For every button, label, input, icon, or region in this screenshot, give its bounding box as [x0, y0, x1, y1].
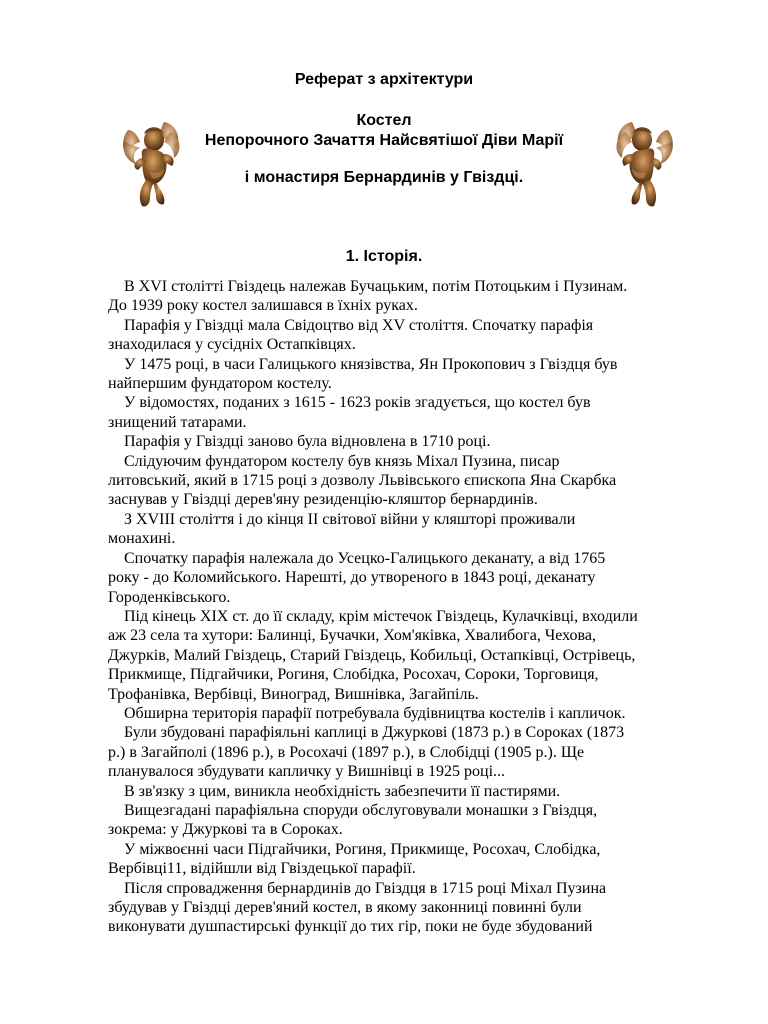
- paragraph-line: В XVI столітті Гвіздець належав Бучацьким, потім Потоцьким і Пузинам.: [124, 278, 628, 295]
- title-line-2: Непорочного Зачаття Найсвятішої Діви Марії: [204, 132, 564, 149]
- paragraph-line: збудував у Гвіздці дерев'яний костел, в якому законниці повинні були: [108, 899, 582, 916]
- paragraph-line: Під кінець XIX ст. до її складу, крім містечок Гвіздець, Кулачківці, входили: [124, 607, 638, 625]
- paragraph: [108, 782, 708, 801]
- paragraph-line: Городенківського.: [108, 588, 231, 606]
- paragraph-line: Парафія у Гвіздці заново була відновлена в 1710 році.: [124, 433, 491, 451]
- paragraph-line: До 1939 року костел залишався в їхніх руках.: [108, 297, 418, 315]
- paragraph: [108, 452, 708, 510]
- paragraph-line: У міжвоєнні часи Підгайчики, Рогиня, Прикмище, Росохач, Слобідка,: [124, 840, 601, 858]
- paragraph: [108, 510, 708, 549]
- paragraph-line: планувалося збудувати капличку у Вишнівці в 1925 році...: [108, 763, 506, 781]
- paragraph-line: монахині.: [108, 530, 176, 548]
- paragraph-line: виконувати душпастирські функції до тих гір, поки не буде збудований: [108, 918, 593, 936]
- paragraph-line: знаходилася у сусідніх Остапківцях.: [108, 336, 356, 354]
- document-body: [108, 277, 708, 937]
- paragraph-line: найпершим фундатором костелу.: [108, 375, 332, 393]
- paragraph-line: З XVIII століття і до кінця II світової війни у кляшторі проживали: [124, 510, 576, 528]
- title-line-3: і монастиря Бернардинів у Гвіздці.: [244, 169, 524, 186]
- paragraph: [108, 549, 708, 607]
- paragraph-line: Трофанівка, Вербівці, Виноград, Вишнівка, Загайпіль.: [108, 685, 479, 703]
- paragraph-line: р.) в Загайполі (1896 р.), в Росохачі (1897 р.), в Слобідці (1905 р.). Ще: [108, 743, 585, 761]
- paragraph: [108, 277, 708, 316]
- paragraph-line: У 1475 році, в часи Галицького князівства, Ян Прокопович з Гвіздця був: [124, 355, 618, 373]
- cherub-angel-icon: [612, 116, 676, 216]
- paragraph-line: Спочатку парафія належала до Усецко-Галицького деканату, а від 1765: [124, 549, 606, 567]
- paragraph: [108, 801, 708, 840]
- paragraph-line: року - до Коломийського. Нарешті, до утвореного в 1843 році, деканату: [108, 569, 596, 587]
- paragraph: [108, 393, 708, 432]
- section-heading: 1. Історія.: [345, 248, 423, 265]
- paragraph-line: зокрема: у Джуркові та в Сороках.: [108, 821, 343, 839]
- paragraph: [108, 607, 708, 704]
- title-line-1: Костел: [356, 112, 412, 129]
- paragraph-line: Обширна територія парафії потребувала будівництва костелів і капличок.: [124, 704, 626, 722]
- paragraph: [108, 704, 708, 723]
- paragraph-line: Джурків, Малий Гвіздець, Старий Гвіздець, Кобильці, Остапківці, Острівець,: [108, 646, 636, 664]
- cherub-angel-icon: [120, 116, 184, 216]
- paragraph-line: Парафія у Гвіздці мала Свідоцтво від XV століття. Спочатку парафія: [124, 316, 594, 334]
- paragraph-line: Вищезгадані парафіяльна споруди обслуговували монашки з Гвіздця,: [124, 801, 598, 819]
- paragraph-line: Були збудовані парафіяльні каплиці в Джуркові (1873 р.) в Сороках (1873: [124, 724, 625, 742]
- paragraph: [108, 355, 708, 394]
- paragraph-line: Слідуючим фундатором костелу був князь Міхал Пузина, писар: [124, 452, 560, 470]
- paragraph-line: Вербівці11, відійшли від Гвіздецької парафії.: [108, 860, 416, 878]
- paragraph-line: знищений татарами.: [108, 413, 247, 431]
- paragraph: [108, 432, 708, 451]
- paragraph-line: литовський, який в 1715 році з дозволу Львівського єпископа Яна Скарбка: [108, 472, 617, 490]
- paragraph-line: В зв'язку з цим, виникла необхідність забезпечити її пастирями.: [124, 782, 561, 800]
- paragraph: [108, 840, 708, 879]
- paragraph-line: У відомостях, поданих з 1615 - 1623 років згадується, що костел був: [124, 394, 591, 412]
- paragraph: [108, 879, 708, 937]
- paragraph-line: Після спровадження бернардинів до Гвіздця в 1715 році Міхал Пузина: [124, 879, 607, 897]
- paragraph-line: аж 23 села та хутори: Балинці, Бучачки, Хом'яківка, Хвалибога, Чехова,: [108, 627, 596, 645]
- paragraph: [108, 316, 708, 355]
- document-subject: Реферат з архітектури: [294, 71, 474, 88]
- paragraph: [108, 723, 708, 781]
- paragraph-line: заснував у Гвіздці дерев'яну резиденцію-кляштор бернардинів.: [108, 491, 538, 509]
- paragraph-line: Прикмище, Підгайчики, Рогиня, Слобідка, Росохач, Сороки, Торговиця,: [108, 666, 599, 684]
